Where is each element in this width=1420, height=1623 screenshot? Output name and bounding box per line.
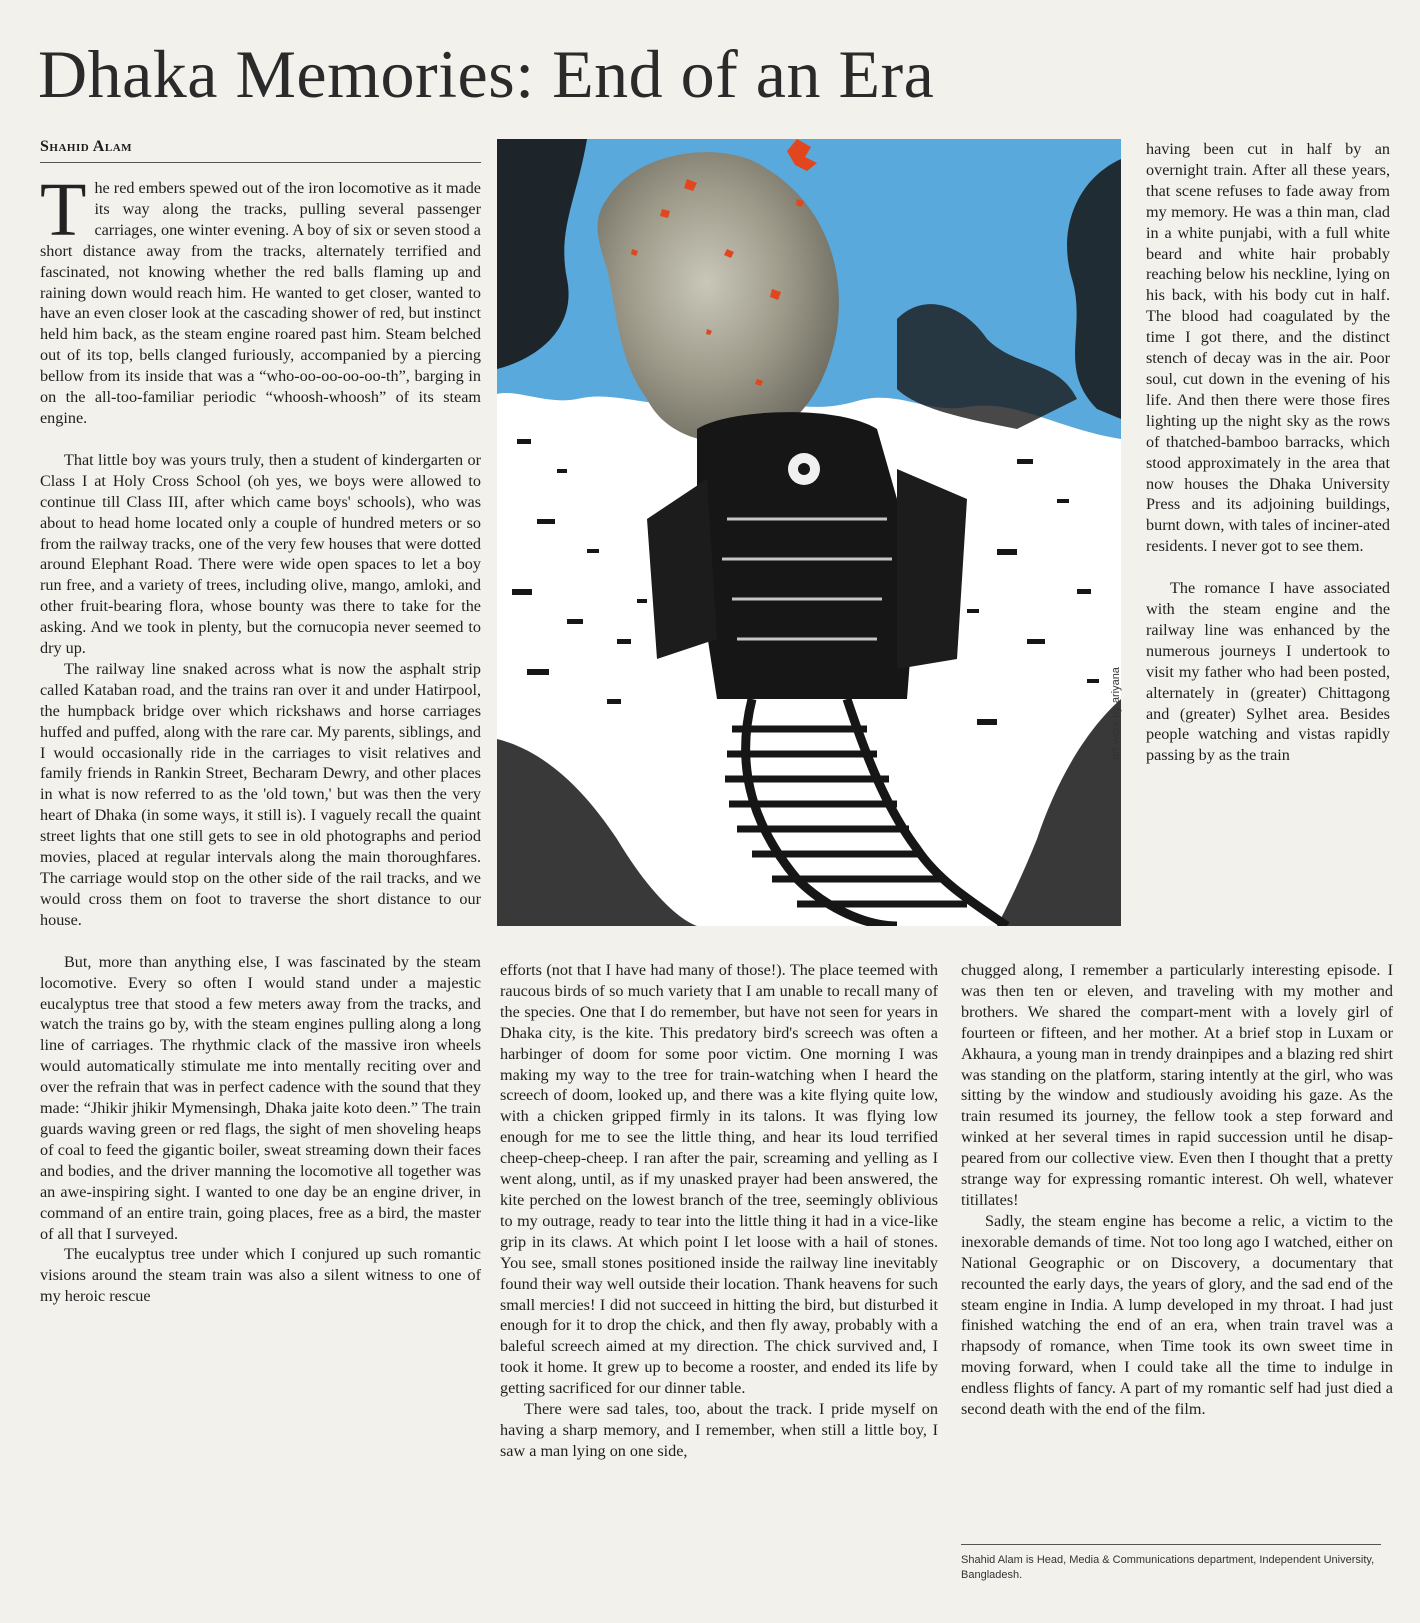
headline: Dhaka Memories: End of an Era — [38, 36, 935, 112]
article-column-3-lower — [961, 960, 1393, 1420]
article-paragraph: The romance I have associated with the steam engine and the railway line was enhanced by the numerous journeys I undertook to visit my father who had been posted, alternately in (greater) Chittagong and (greater) Sylhet area. Besides people watching and vistas rapidly passing by as the train — [1146, 579, 1390, 765]
article-paragraph: having been cut in half by an overnight train. After all these years, that scene refuses to fade away from my memory. He was a thin man, clad in a white punjabi, with a full white beard and white hair probably reaching below his neckline, lying on his back, with his body cut in half. The blood had coagulated by the time I got there, and the distinct stench of decay was in the air. Poor soul, cut down in the evening of his life. And then there were those fires lighting up the night sky as the rows of thatched-bamboo barracks, which stood approximately in the area that now houses the Dhaka University Press and its adjoining buildings, burnt down, with tales of inciner-ated residents. I never got to see them. — [1146, 140, 1390, 556]
article-column-1 — [40, 168, 481, 1307]
art-credit — [1110, 650, 1130, 760]
art-credit-text: art work by ariyana — [1110, 667, 1122, 760]
article-column-2 — [500, 960, 938, 1462]
article-paragraph: There were sad tales, too, about the track. I pride myself on having a sharp memory, and I remember, when still a little boy, I saw a man lying on one side, — [500, 1400, 938, 1460]
article-paragraph: But, more than anything else, I was fascinated by the steam locomotive. Every so often I would stand under a majestic eucalyptus tree that stood a few meters away from the tracks, and watch the trains go by, with the steam engines pulling along a long line of carriages. The rhythmic clack of the massive iron wheels would automatically stimulate me into mentally reciting over and over the refrain that was in perfect cadence with the sound that they made: “Jhikir jhikir Mymensingh, Dhaka jaite koto deen.” The train guards waving green or red flags, the sight of men shoveling heaps of coal to feed the gigantic boiler, sweat streaming down their faces and bodies, and the driver manning the locomotive all together was an awe-inspiring sight. I wanted to one day be an engine driver, in command of an entire train, going places, free as a bird, the master of all that I surveyed. — [40, 952, 481, 1243]
article-paragraph: Sadly, the steam engine has become a relic, a victim to the inexorable demands of time. Not too long ago I watched, either on National Geographic or on Discovery, a documentary that recounted the early days, the years of glory, and the sad end of the steam engine in India. A lump developed in my throat. I had just finished watching the end of an era, when train travel was a rhapsody of romance, when Time took its own sweet time in moving forward, when I could take all the time to indulge in endless flights of fancy. A part of my romantic self had just died a second death with the end of the film. — [961, 1211, 1393, 1419]
footnote-rule — [961, 1544, 1381, 1545]
train-artwork — [497, 139, 1121, 926]
article-column-3-upper — [1146, 139, 1390, 766]
article-paragraph: efforts (not that I have had many of those!). The place teemed with raucous birds of so much variety that I am unable to recall many of the species. One that I do remember, but have not seen for years in Dhaka city, is the kite. This predatory bird's screech was often a harbinger of doom for some poor victim. One morning I was making my way to the tree for train-watching when I heard the screech of doom, looked up, and there was a kite flying quite low, with a chicken gripped firmly in its talons. It was flying low enough for me to see the little thing, and hear its loud terrified cheep-cheep-cheep. I ran after the pair, screaming and yelling as I went along, until, as if my unasked prayer had been answered, the kite perched on the lowest branch of the tree, seemingly oblivious to my outrage, ready to tear into the little thing it had in a vice-like grip in its claws. At which point I let loose with a hail of stones. You see, small stones positioned inside the railway line inevitably found their way well outside their location. Thank heavens for such small mercies! I did not succeed in hitting the bird, but disturbed it enough for it to drop the chick, and then fly away, probably with a baleful screech aimed at my direction. The chick survived and, I took it home. It grew up to become a rooster, and ended its life by getting sacrificed for our dinner table. — [500, 961, 938, 1398]
article-paragraph: chugged along, I remember a particularly interesting episode. I was then ten or eleven, and traveling with my mother and brothers. We shared the compart-ment with a lovely girl of fourteen or fifteen, and her mother. At a brief stop in Luxam or Akhaura, a young man in trendy drainpipes and a blazing red shirt was standing on the platform, staring intently at the girl, who was sitting by the window and studiously avoiding his gaze. As the train resumed its journey, the fellow took a step forward and winked at her several times in rapid succession until he disap-peared from our collective view. Even then I thought that a pretty strange way for expressing romantic interest. Oh well, whatever titillates! — [961, 961, 1393, 1209]
byline-rule — [40, 162, 481, 163]
steam-train-illustration — [497, 139, 1121, 926]
drop-cap: T — [40, 168, 87, 252]
article-paragraph: The railway line snaked across what is now the asphalt strip called Kataban road, and the trains ran over it and under Hatirpool, the humpback bridge over which rickshaws and horse carriages huffed and puffed, along with the rare car. My parents, siblings, and I would occasionally ride in the carriages to visit relatives and family friends in Rankin Street, Becharam Dewry, and other places in what is now referred to as the 'old town,' but was then the very heart of Dhaka (in some ways, it still is). I vaguely recall the quaint street lights that one still gets to see in old photographs and period movies, placed at regular intervals along the main thoroughfares. The carriage would stop on the other side of the rail tracks, and we would cross them on foot to traverse the short distance to our house. — [40, 659, 481, 929]
article-paragraph: That little boy was yours truly, then a student of kindergarten or Class I at Holy Cross School (oh yes, we boys were allowed to continue till Class III, after which came boys' schools), who was about to head home located only a couple of hundred meters or so from the railway tracks, one of the very few houses that were dotted around Elephant Road. There were wide open spaces to let a boy run free, and a variety of trees, including olive, mango, amloki, and other fruit-bearing flora, whose bounty was there to take for the asking. And we took in plenty, but the cornucopia never seemed to dry up. — [40, 450, 481, 658]
author-bio: Shahid Alam is Head, Media & Communications department, Independent University, Bangladesh. — [961, 1554, 1375, 1581]
article-paragraph: The eucalyptus tree under which I conjured up such romantic visions around the steam train was also a silent witness to one of my heroic rescue — [40, 1245, 481, 1306]
byline: Shahid Alam — [40, 138, 133, 155]
article-paragraph: The red embers spewed out of the iron locomotive as it made its way along the tracks, pulling several passenger carriages, one winter evening. A boy of six or seven stood a short distance away from the tracks, alternately terrified and fascinated, not knowing whether the red balls flaming up and raining down would reach him. He wanted to get closer, wanted to have an even closer look at the cascading shower of red, but instinct held him back, as the steam engine roared past him. Steam belched out of its top, bells clanged furiously, accompanied by a piercing bellow from its inside that was a “who-oo-oo-oo-oo-th”, barging in on the all-too-familiar periodic “whoosh-whoosh” of its steam engine. — [40, 168, 481, 427]
